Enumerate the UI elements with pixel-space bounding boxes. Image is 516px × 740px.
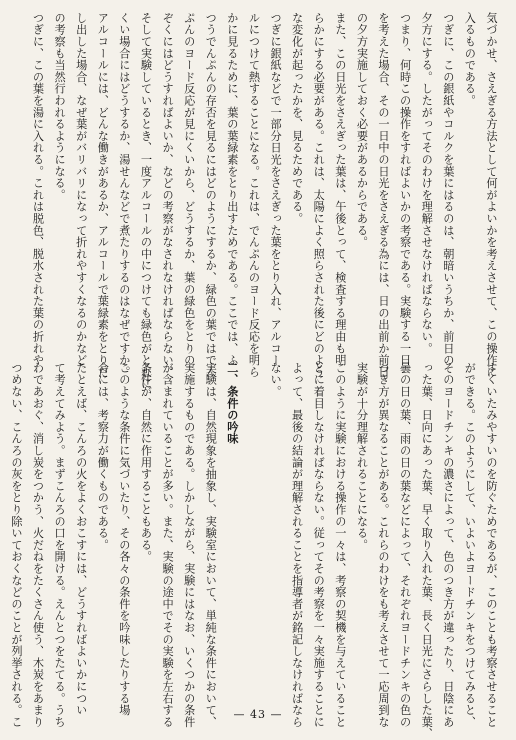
text-line: の考察も当然行われるようになる。: [53, 12, 67, 201]
text-line: て考えてみよう。まずこんろの口を開ける。えんとつをたてる。うち: [53, 362, 67, 728]
text-line: このように実験における操作の一々は、考察の契機を与えていること: [333, 362, 347, 728]
text-line: つぎに、この銀紙やコルクを葉にはるのは、朝暗いうちか、前日の: [441, 12, 455, 366]
text-line: このような条件に気づいたり、その各々の条件を吟味したりする場: [117, 362, 131, 716]
text-line: そして実験しているとき、一度アルコールの中につけても緑色がとれに: [139, 12, 153, 390]
text-line: つうでんぷんの存否を見るにはどのようにするか、緑色の葉ではでん: [204, 12, 218, 378]
text-line: ぞくにはどうすればよいか、などの考察がなされなければならない。: [161, 12, 175, 378]
text-line: そのヨードチンキの濃さによって、色のつき方が違ったり、日陰にあ: [441, 362, 455, 728]
text-line: な変化が起ったかを、見るためである。: [290, 12, 304, 225]
text-line: 入るものである。: [463, 12, 477, 107]
text-line: った葉、日向にあった葉、早く取り入れた葉、長く日光にさらした葉、: [420, 362, 434, 740]
text-line: 条件が、自然に作用することもある。: [139, 362, 153, 563]
text-line: らかにする必要がある。これは、太陽によく照らされた後にどのよう: [312, 12, 326, 378]
text-line: つぎに、この葉を湯に入れる。これは脱色、脱水された葉の折れや: [31, 12, 45, 366]
text-line: ない。: [269, 362, 283, 398]
text-line: ができる。このようにして、いよいよヨードチンキをつけてみると、: [463, 362, 477, 728]
text-line: を考えた場合、その一日中の日光をさえぎる為には、日の出前か前日: [377, 12, 391, 378]
text-line: つぎに銀紙などで一部分日光をさえぎった葉をとり入れ、アルコー: [269, 12, 283, 366]
text-line: 合には、考察力が働くものである。: [96, 362, 110, 551]
text-line: が含まれていることが多い。また、実験の途中でその実験を左右する: [161, 362, 175, 728]
text-line: 実験は、自然現象を抽象し、実験室において、単純な条件において、: [204, 362, 218, 728]
text-line: また、この日光をさえぎった葉は、午後とって、検査する理由も明: [333, 12, 347, 366]
text-line: とに着目しなければならない。従ってその考察を一々実施することに: [312, 362, 326, 728]
text-line: よって、最後の結論が理解されることを指導者が銘記しなければなら: [290, 362, 304, 728]
text-line: つまり、何時この操作をすればよいかの考察である。実験する一日: [398, 12, 412, 366]
text-line: すくいたみやすいのを防ぐためであるが、このことも考察させること: [485, 362, 498, 728]
text-line: つき方が異なることがある。これらのわけをも考えさせて一応周到な: [377, 362, 391, 728]
text-line: くい場合にはどうするか、湯せんなどで煮たりするのはなぜですか。: [117, 12, 131, 378]
text-line: ぷんのヨード反応が見にくいから、どうするか、葉の緑色をとりの: [182, 12, 196, 366]
text-line: 実験が十分理解されることになる。: [355, 362, 369, 551]
text-line: 曇の日の葉、雨の日の葉などによって、それぞれヨードチンキの色の: [398, 362, 412, 728]
text-line: わであおぐ、消し炭をつかう、火だねをたくさん使う、木炭をあまり: [31, 362, 45, 728]
text-line: 実施するものである。しかしながら、実験にはなお、いくつかの条件: [182, 362, 196, 728]
text-line: 気づかせ、さえぎる方法として何がよいかを考えさせて、この操作に: [485, 12, 498, 378]
section-heading: 二、条件の吟味: [225, 362, 240, 445]
text-line: の夕方実施しておく必要があるからである。: [355, 12, 369, 248]
text-line: し出した場合、なぜ葉がバリバリになって折れやすくなるのかなど: [74, 12, 88, 366]
text-line: かに見るために、葉の葉緑素をとり出すためである。ここでは、ふ: [225, 12, 239, 366]
lower-text-block: [5, 362, 502, 740]
text-line: つめない、こんろの灰をとり除いておくなどのことが列挙される。こ: [9, 362, 23, 728]
page-number: — 43 —: [233, 708, 283, 721]
upper-text-block: [27, 12, 502, 390]
text-line: たとえば、こんろの火をよくおこすには、どうすればよいかについ: [74, 362, 88, 716]
text-line: ルにつけて熱することになる。これは、でんぷんのヨード反応を明ら: [247, 12, 261, 378]
text-line: アルコールには、どんな働きがあるか、アルコールで葉緑素をとりだ: [96, 12, 110, 378]
text-line: 夕方にする。したがってそのわけを理解させなければならない。: [420, 12, 434, 355]
text-line: [243, 362, 265, 740]
